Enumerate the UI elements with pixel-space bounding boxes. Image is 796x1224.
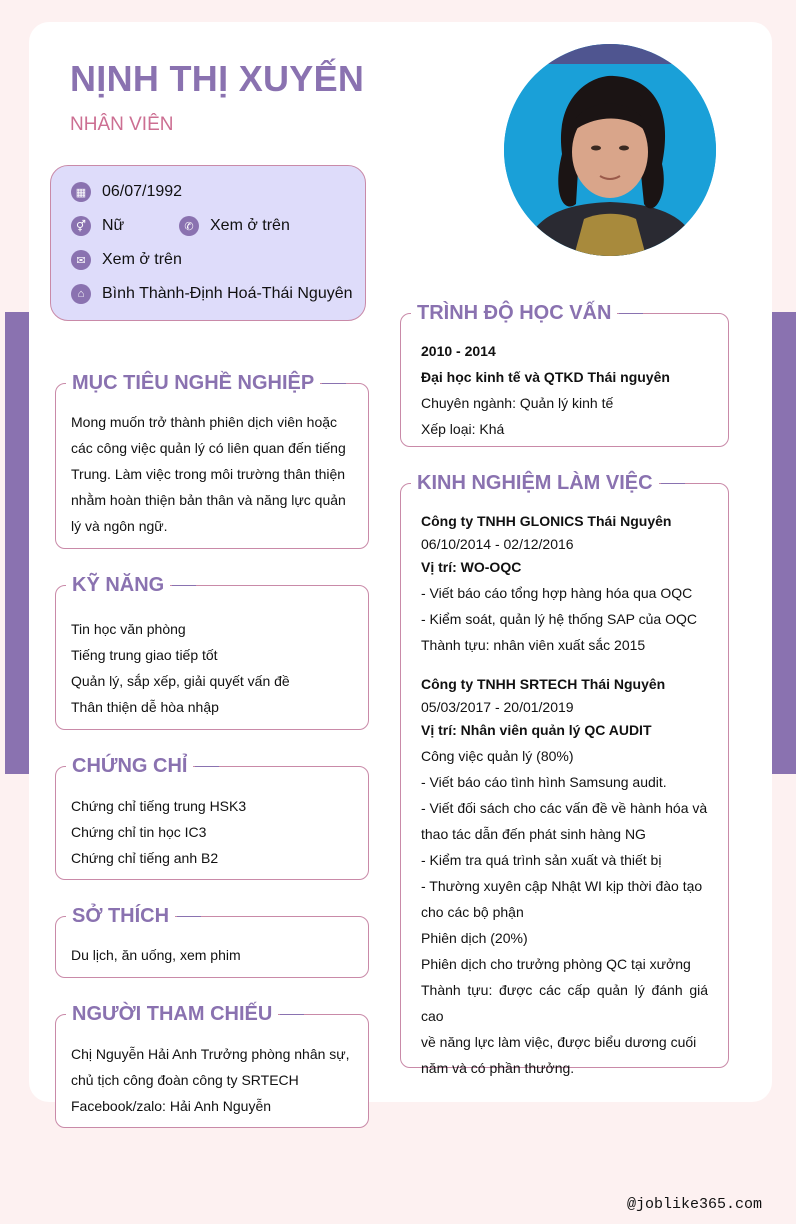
job-line: về năng lực làm việc, được biểu dương cuối [421, 1034, 697, 1050]
education-major: Chuyên ngành: Quản lý kinh tế [421, 395, 614, 411]
job-line: - Viết báo cáo tình hình Samsung audit. [421, 774, 667, 790]
objective-line: các công việc quản lý có liên quan đến tiếng [71, 440, 346, 456]
hobbies-section [55, 905, 369, 978]
objective-line: nhằm hoàn thiện bản thân và năng lực quản [71, 492, 346, 508]
skill-item: Tiếng trung giao tiếp tốt [71, 647, 218, 663]
profile-photo [504, 44, 716, 256]
education-section [400, 302, 729, 447]
job-line: - Kiểm soát, quản lý hệ thống SAP của OQC [421, 611, 698, 627]
dob-value: 06/07/1992 [102, 183, 183, 200]
experience-title: KINH NGHIỆM LÀM VIỆC [411, 470, 659, 496]
education-school: Đại học kinh tế và QTKD Thái nguyên [421, 369, 670, 385]
cert-item: Chứng chỉ tiếng trung HSK3 [71, 798, 247, 814]
skill-item: Quản lý, sắp xếp, giải quyết vấn đề [71, 673, 290, 689]
phone-icon: ✆ [179, 216, 199, 236]
job-period: 05/03/2017 - 20/01/2019 [421, 699, 574, 715]
job-line: cho các bộ phận [421, 904, 524, 920]
job-line: - Viết đối sách cho các vấn đề về hành hóa và [421, 800, 708, 816]
certificates-title: CHỨNG CHỈ [66, 753, 193, 779]
home-icon: ⌂ [71, 284, 91, 304]
phone-value: Xem ở trên [210, 217, 290, 234]
job-company: Công ty TNHH SRTECH Thái Nguyên [421, 676, 666, 692]
references-section [55, 1003, 369, 1128]
skills-section [55, 574, 369, 730]
job-line: - Kiểm tra quá trình sản xuất và thiết bị [421, 852, 662, 868]
experience-section [400, 472, 729, 1076]
job-period: 06/10/2014 - 02/12/2016 [421, 536, 574, 552]
objective-line: Trung. Làm việc trong môi trường thân thiện [71, 466, 346, 482]
skills-title: KỸ NĂNG [66, 572, 170, 598]
education-title: TRÌNH ĐỘ HỌC VẤN [411, 300, 617, 326]
objective-line: Mong muốn trở thành phiên dịch viên hoặc [71, 414, 338, 430]
phone-row [179, 216, 290, 236]
job-line: Phiên dịch (20%) [421, 930, 528, 946]
gender-row [71, 216, 124, 236]
cert-item: Chứng chỉ tiếng anh B2 [71, 850, 219, 866]
job-line: Công việc quản lý (80%) [421, 748, 574, 764]
candidate-role: NHÂN VIÊN [70, 114, 174, 135]
address-row [71, 284, 353, 304]
hobbies-title: SỞ THÍCH [66, 903, 175, 929]
job-line: - Thường xuyên cập Nhật WI kịp thời đào tạo [421, 878, 703, 894]
footer-handle: @joblike365.com [626, 1196, 762, 1213]
education-period: 2010 - 2014 [421, 343, 496, 359]
reference-line: chủ tịch công đoàn công ty SRTECH [71, 1072, 299, 1088]
reference-line: Facebook/zalo: Hải Anh Nguyễn [71, 1098, 272, 1114]
mail-icon: ✉ [71, 250, 91, 270]
gender-icon: ⚥ [71, 216, 91, 236]
job-entry [421, 671, 708, 1081]
job-line: Phiên dịch cho trưởng phòng QC tại xưởng [421, 956, 691, 972]
address-value: Bình Thành-Định Hoá-Thái Nguyên [102, 285, 353, 302]
education-grade: Xếp loại: Khá [421, 421, 505, 437]
decor-band-right [772, 312, 796, 774]
job-entry [421, 508, 708, 658]
job-line: Thành tựu: nhân viên xuất sắc 2015 [421, 637, 646, 653]
references-title: NGƯỜI THAM CHIẾU [66, 1001, 278, 1027]
email-row [71, 250, 182, 270]
candidate-name: NỊNH THỊ XUYẾN [70, 58, 365, 99]
email-value: Xem ở trên [102, 251, 182, 268]
job-line: thao tác dẫn đến phát sinh hàng NG [421, 826, 646, 842]
skill-item: Thân thiện dễ hòa nhập [71, 699, 219, 715]
cert-item: Chứng chỉ tin học IC3 [71, 824, 207, 840]
hobbies-text: Du lịch, ăn uống, xem phim [71, 947, 241, 963]
certificates-section [55, 755, 369, 880]
reference-line: Chị Nguyễn Hải Anh Trưởng phòng nhân sự, [71, 1046, 350, 1062]
dob-row [71, 182, 182, 202]
decor-band-left [5, 312, 29, 774]
job-position: Vị trí: Nhân viên quản lý QC AUDIT [421, 722, 652, 738]
skill-item: Tin học văn phòng [71, 621, 186, 637]
gender-value: Nữ [102, 217, 125, 234]
job-line: Thành tựu: được các cấp quản lý đánh giá cao [421, 982, 708, 1024]
job-line: năm và có phần thưởng. [421, 1060, 575, 1076]
objective-line: lý và ngôn ngữ. [71, 518, 168, 534]
job-company: Công ty TNHH GLONICS Thái Nguyên [421, 513, 672, 529]
objective-title: MỤC TIÊU NGHỀ NGHIỆP [66, 370, 320, 396]
calendar-icon: ▦ [71, 182, 91, 202]
job-line: - Viết báo cáo tổng hợp hàng hóa qua OQC [421, 585, 693, 601]
objective-section [55, 372, 369, 549]
job-position: Vị trí: WO-OQC [421, 559, 522, 575]
